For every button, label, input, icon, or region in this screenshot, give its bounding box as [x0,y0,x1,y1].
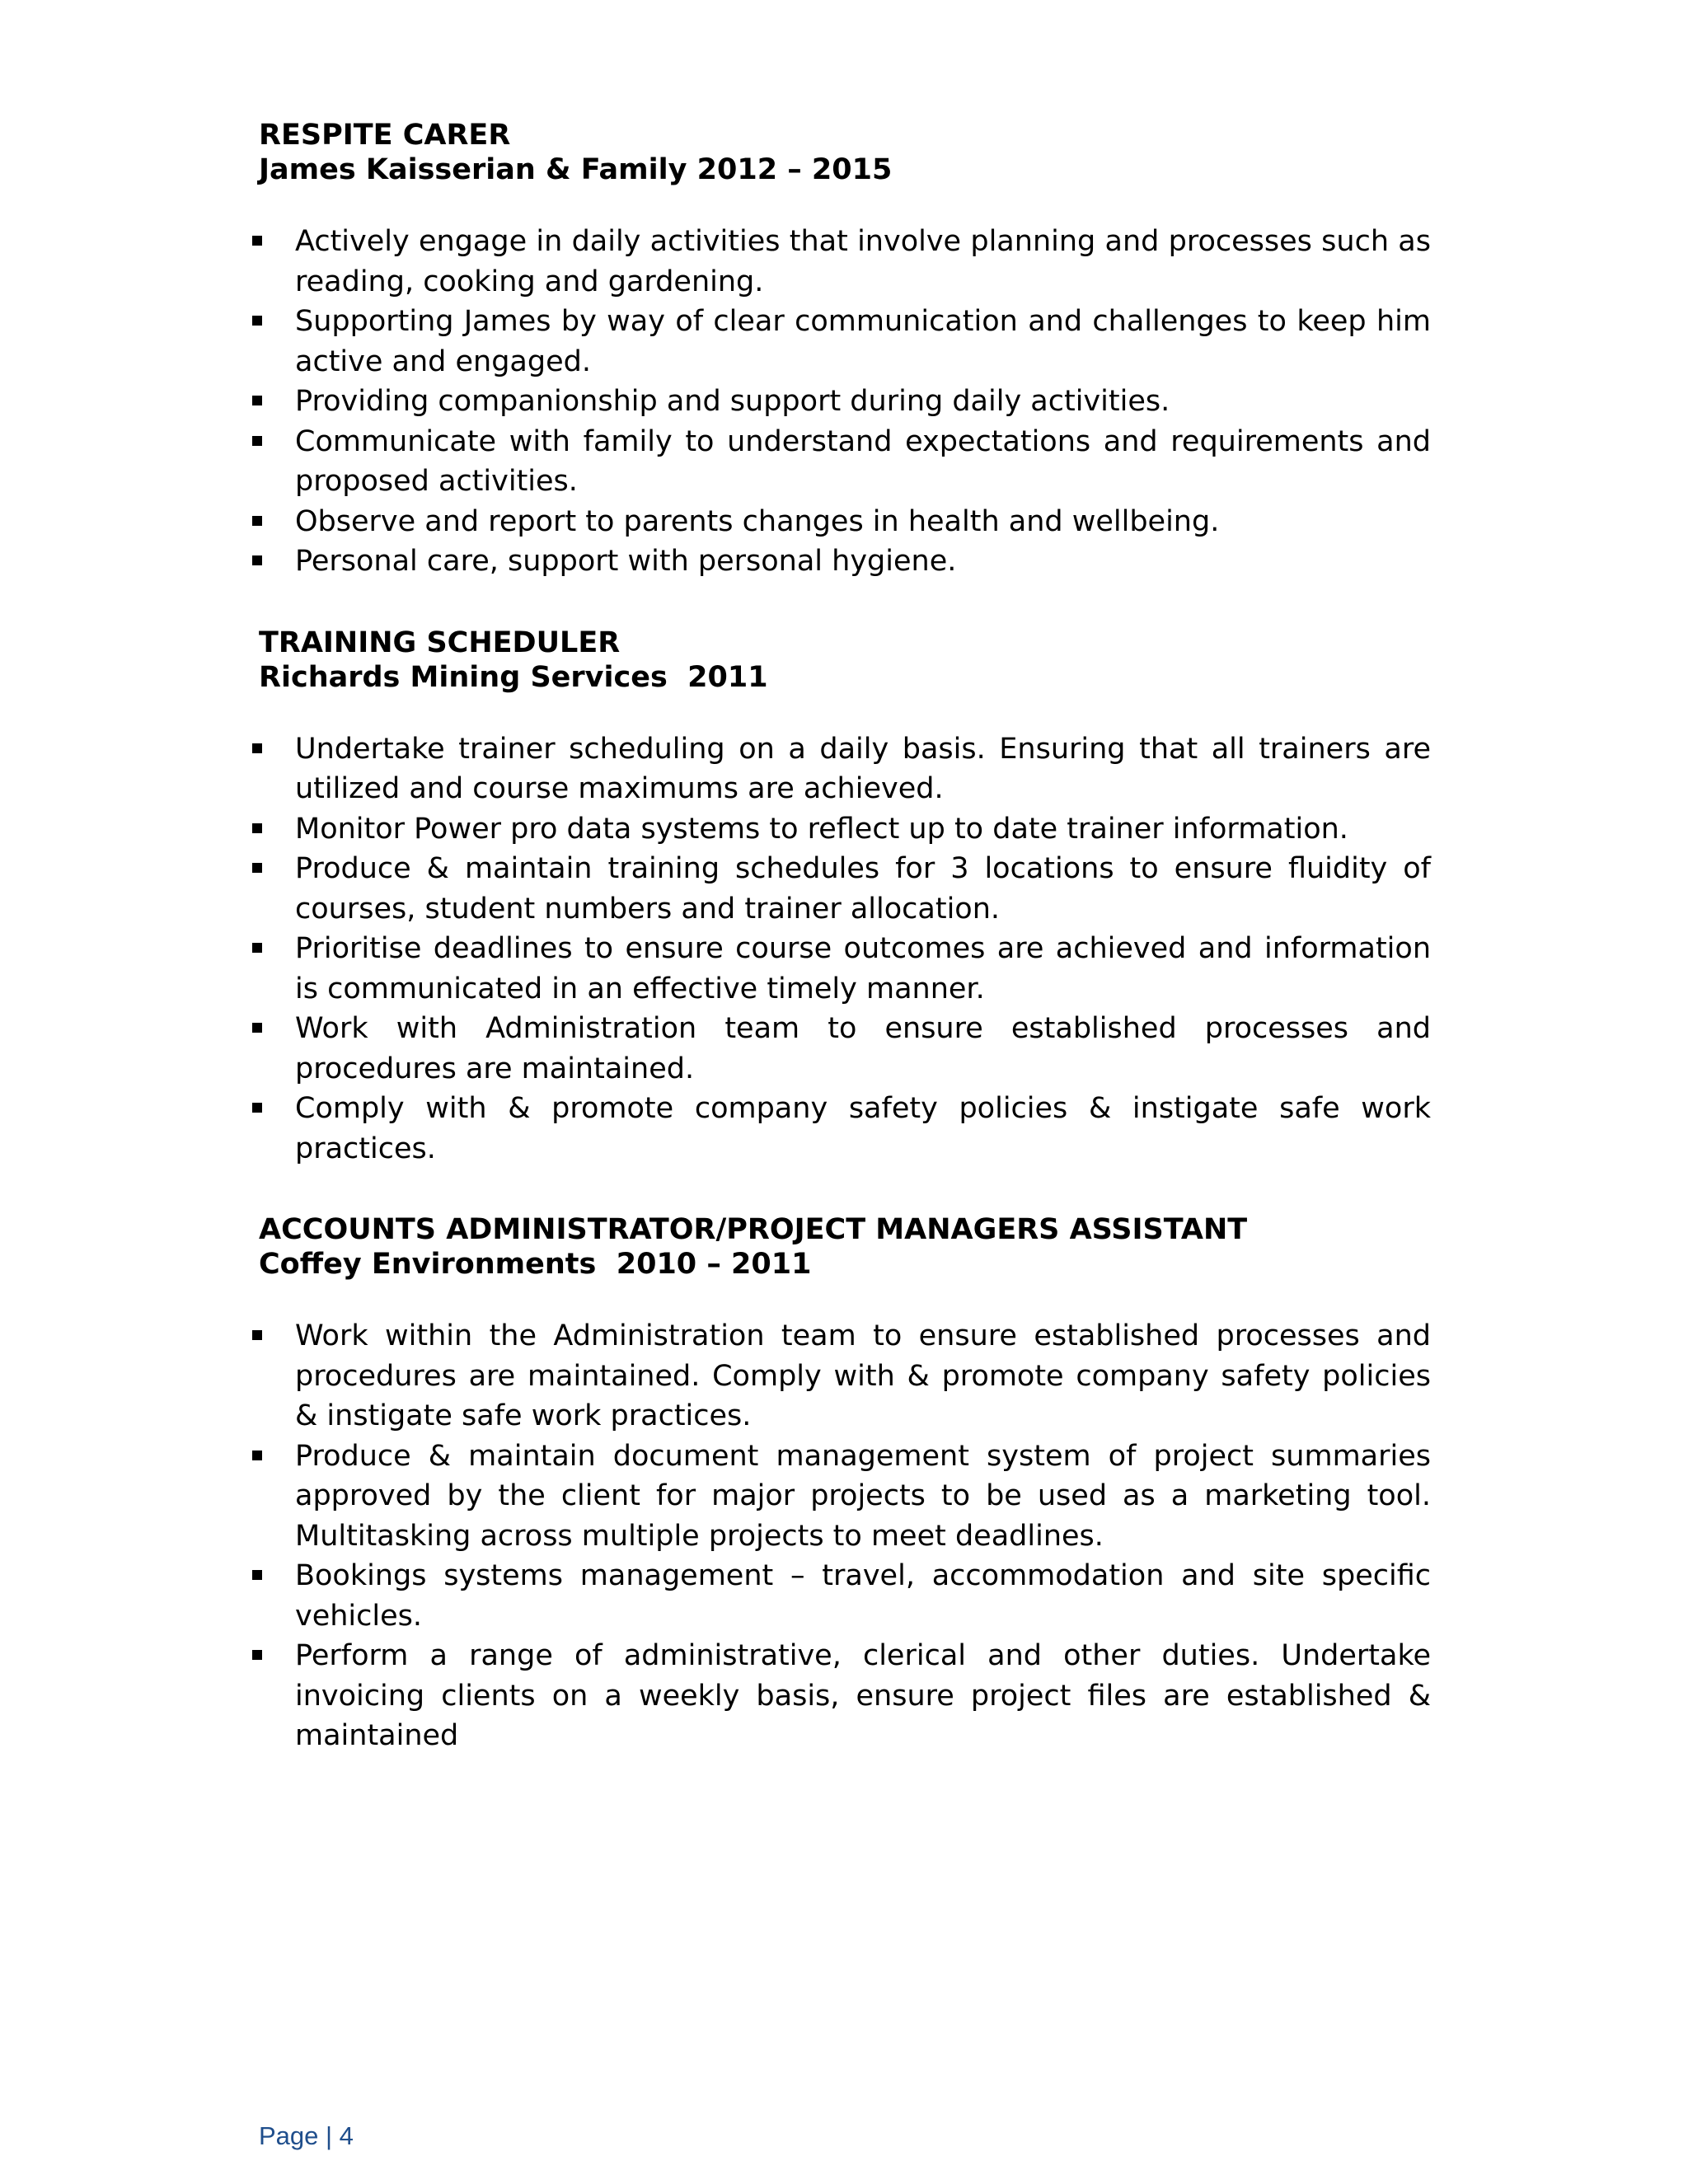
square-bullet-icon [252,943,262,953]
duty-item [259,1009,1431,1089]
duty-item [259,1436,1431,1557]
employer-and-dates: Richards Mining Services 2011 [259,660,768,694]
page-number-footer: Page | 4 [259,2121,354,2150]
duty-text: Observe and report to parents changes in health and wellbeing. [295,504,1220,538]
job-section-training-scheduler [259,626,1431,1169]
duty-text: Actively engage in daily activities that involve planning and processes such as reading, cooking and gardening. [295,225,1431,298]
square-bullet-icon [252,1451,262,1460]
duty-item [259,1556,1431,1636]
duty-text: Work within the Administration team to ensure established processes and procedures are maintained. Comply with & promote company safety policies & instigate safe work practices. [295,1319,1431,1432]
duty-text: Bookings systems management – travel, accommodation and site specific vehicles. [295,1559,1431,1633]
job-section-respite-carer [259,118,1431,582]
job-section-accounts-administrator [259,1212,1431,1756]
duty-item [259,302,1431,382]
square-bullet-icon [252,316,262,326]
duty-text: Communicate with family to understand expectations and requirements and proposed activities. [295,424,1431,498]
duty-item [259,1316,1431,1436]
job-title: ACCOUNTS ADMINISTRATOR/PROJECT MANAGERS ASSISTANT [259,1213,1248,1246]
duty-text: Comply with & promote company safety policies & instigate safe work practices. [295,1092,1431,1165]
duty-text: Produce & maintain training schedules for 3 locations to ensure fluidity of courses, student numbers and trainer allocation. [295,852,1431,926]
duty-text: Produce & maintain document management system of project summaries approved by the client for major projects to be used as a marketing tool. Multitasking across multiple projects to meet deadlines. [295,1439,1431,1553]
duty-item [259,1636,1431,1756]
square-bullet-icon [252,863,262,873]
duty-item [259,1089,1431,1169]
duty-text: Supporting James by way of clear communication and challenges to keep him active and engaged. [295,305,1431,378]
duties-list [259,222,1431,582]
duty-text: Personal care, support with personal hygiene. [295,545,957,578]
square-bullet-icon [252,743,262,753]
duty-text: Perform a range of administrative, clerical and other duties. Undertake invoicing clients on a weekly basis, ensure project files are established & maintained [295,1639,1431,1752]
duty-text: Work with Administration team to ensure established processes and procedures are maintained. [295,1012,1431,1085]
duty-item [259,502,1431,542]
duty-item [259,929,1431,1009]
duties-list [259,729,1431,1169]
square-bullet-icon [252,1103,262,1113]
duty-item [259,849,1431,929]
duty-item [259,729,1431,809]
duty-item [259,222,1431,302]
duty-text: Providing companionship and support during daily activities. [295,385,1170,418]
employer-and-dates: Coffey Environments 2010 – 2011 [259,1248,812,1281]
square-bullet-icon [252,1570,262,1580]
square-bullet-icon [252,236,262,246]
page-content [259,118,1431,1800]
square-bullet-icon [252,516,262,526]
duty-item [259,541,1431,582]
square-bullet-icon [252,555,262,565]
duty-item [259,382,1431,422]
job-title: TRAINING SCHEDULER [259,626,621,659]
duty-text: Monitor Power pro data systems to reflect up to date trainer information. [295,812,1348,846]
square-bullet-icon [252,823,262,833]
duty-text: Undertake trainer scheduling on a daily basis. Ensuring that all trainers are utilized and course maximums are achieved. [295,732,1431,805]
duty-item [259,809,1431,850]
duties-list [259,1316,1431,1756]
employer-and-dates: James Kaisserian & Family 2012 – 2015 [259,153,893,186]
duty-item [259,422,1431,502]
job-title: RESPITE CARER [259,119,511,152]
square-bullet-icon [252,396,262,405]
square-bullet-icon [252,1023,262,1033]
square-bullet-icon [252,436,262,446]
square-bullet-icon [252,1650,262,1660]
square-bullet-icon [252,1330,262,1340]
duty-text: Prioritise deadlines to ensure course outcomes are achieved and information is communicated in an effective timely manner. [295,932,1431,1005]
